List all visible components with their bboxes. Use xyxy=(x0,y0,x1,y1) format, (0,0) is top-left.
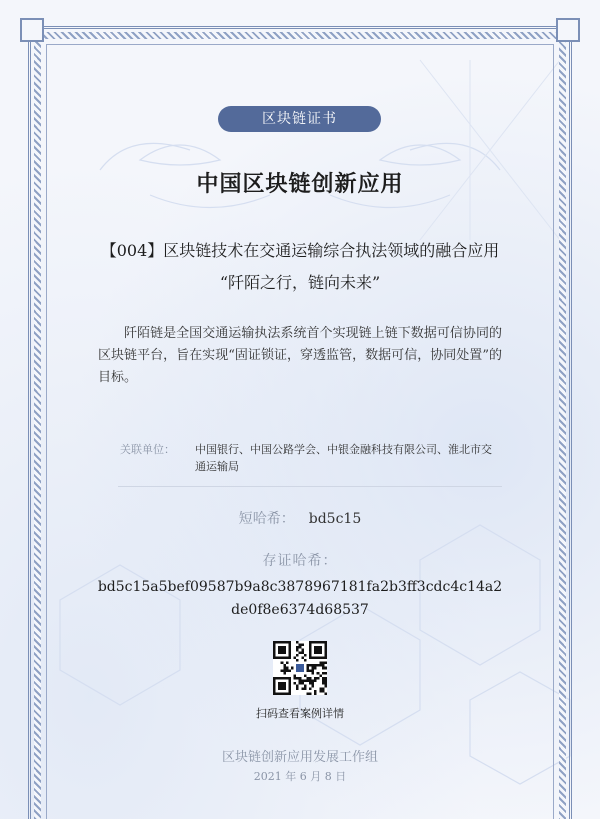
divider xyxy=(118,486,502,487)
case-title: 【004】区块链技术在交通运输综合执法领域的融合应用 xyxy=(100,241,500,260)
short-hash-value: bd5c15 xyxy=(308,511,362,527)
corner-ornament-top-right xyxy=(556,18,580,42)
issuer: 区块链创新应用发展工作组 xyxy=(221,750,378,765)
associated-units-label: 关联单位： xyxy=(120,443,175,456)
inner-border xyxy=(46,44,554,819)
short-hash-label: 短哈希： xyxy=(238,511,295,527)
associated-units-value: 中国银行、中国公路学会、中银金融科技有限公司、淮北市交通运输局 xyxy=(195,443,492,473)
issue-date: 2021 年 6 月 8 日 xyxy=(253,770,347,783)
certificate-title: 中国区块链创新应用 xyxy=(196,171,404,197)
full-hash-label: 存证哈希： xyxy=(262,553,338,569)
case-slogan: “阡陌之行，链向未来” xyxy=(219,273,381,292)
short-hash-row xyxy=(0,508,600,528)
qr-code-icon[interactable] xyxy=(273,641,327,695)
certificate-badge: 区块链证书 xyxy=(218,106,381,132)
case-description: 阡陌链是全国交通运输执法系统首个实现链上链下数据可信协同的区块链平台，旨在实现“固证锁证，穿透监管，数据可信，协同处置”的目标。 xyxy=(98,326,502,385)
full-hash-value: bd5c15a5bef09587b9a8c3878967181fa2b3ff3cdc4c14a2de0f8e6374d68537 xyxy=(97,579,503,618)
corner-ornament-top-left xyxy=(20,18,44,42)
qr-caption: 扫码查看案例详情 xyxy=(256,707,344,720)
